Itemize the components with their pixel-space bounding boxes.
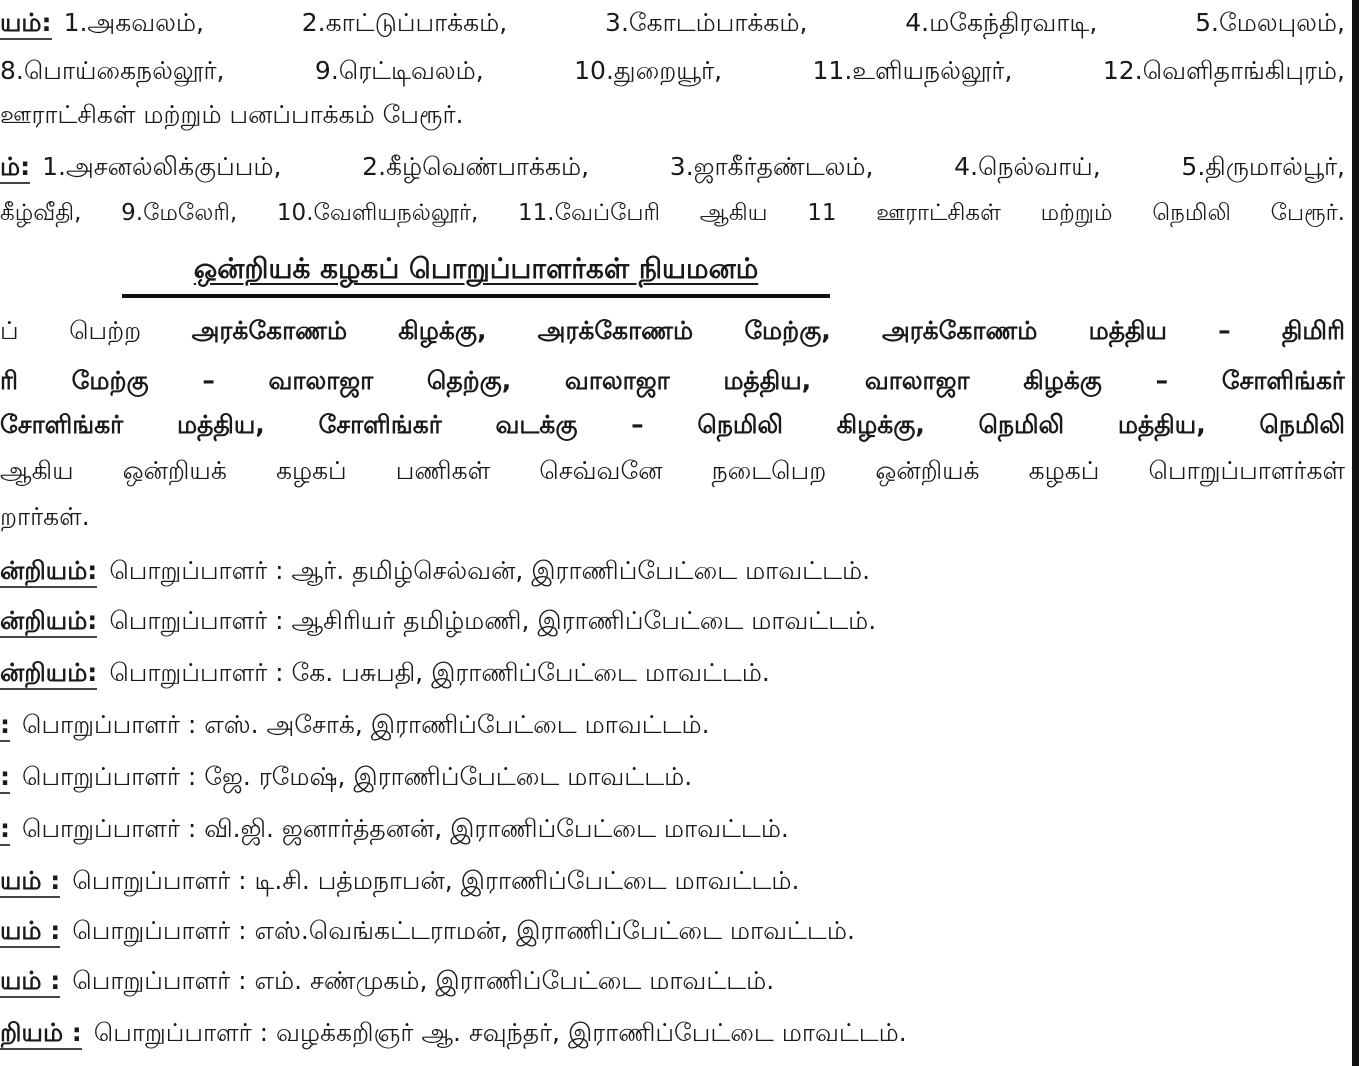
section1-label: யம்:	[0, 8, 52, 40]
appointment-label: :	[0, 762, 10, 794]
paragraph-line3: சோளிங்கர் மத்திய, சோளிங்கர் வடக்கு – நெமிலி கிழக்கு, நெமிலி மத்திய, நெமிலி	[0, 410, 1345, 439]
appointment-row	[0, 862, 1345, 900]
appointment-text: பொறுப்பாளர் : ஆர். தமிழ்செல்வன், இராணிப்பேட்டை மாவட்டம்.	[109, 556, 871, 585]
paragraph-prefix: ப் பெற்ற	[0, 316, 142, 345]
appointment-label: யம் :	[0, 866, 60, 898]
section1-line3: ஊராட்சிகள் மற்றும் பனப்பாக்கம் பேரூர்.	[0, 100, 464, 129]
section1-villages-a: 1.அகவலம், 2.காட்டுப்பாக்கம், 3.கோடம்பாக்கம், 4.மகேந்திரவாடி, 5.மேலபுலம்,	[63, 8, 1345, 37]
appointment-row	[0, 810, 1345, 848]
appointment-text: பொறுப்பாளர் : ஆசிரியர் தமிழ்மணி, இராணிப்பேட்டை மாவட்டம்.	[109, 606, 877, 635]
appointment-label: ன்றியம்:	[0, 606, 97, 638]
appointment-text: பொறுப்பாளர் : எஸ். அசோக், இராணிப்பேட்டை மாவட்டம்.	[22, 710, 710, 739]
appointment-text: பொறுப்பாளர் : எம். சண்முகம், இராணிப்பேட்டை மாவட்டம்.	[72, 966, 775, 995]
appointment-text: பொறுப்பாளர் : கே. பசுபதி, இராணிப்பேட்டை மாவட்டம்.	[109, 658, 770, 687]
appointment-label: ன்றியம்:	[0, 658, 97, 690]
appointment-label: யம் :	[0, 966, 60, 998]
section2-line1	[0, 148, 1345, 186]
section-heading	[122, 246, 830, 298]
appointment-row	[0, 706, 1345, 744]
section1-line2: 8.பொய்கைநல்லூர், 9.ரெட்டிவலம், 10.துறையூர், 11.உளியநல்லூர், 12.வெளிதாங்கிபுரம்,	[0, 56, 1345, 85]
appointment-label: யம் :	[0, 916, 60, 948]
section2-line2: கீழ்வீதி, 9.மேலேரி, 10.வேளியநல்லூர், 11.வேப்பேரி ஆகிய 11 ஊராட்சிகள் மற்றும் நெமிலி பேரூர்.	[0, 200, 1345, 226]
paragraph-line2: ரி மேற்கு – வாலாஜா தெற்கு, வாலாஜா மத்திய, வாலாஜா கிழக்கு – சோளிங்கர்	[0, 366, 1345, 395]
section2-label: ம்:	[0, 152, 30, 184]
appointment-text: பொறுப்பாளர் : வி.ஜி. ஜனார்த்தனன், இராணிப்பேட்டை மாவட்டம்.	[22, 814, 789, 843]
paragraph-line5: றார்கள்.	[0, 502, 90, 531]
appointment-label: றியம் :	[0, 1018, 82, 1050]
heading-text: ஒன்றியக் கழகப் பொறுப்பாளர்கள் நியமனம்	[193, 252, 759, 285]
appointment-text: பொறுப்பாளர் : ஜே. ரமேஷ், இராணிப்பேட்டை மாவட்டம்.	[22, 762, 693, 791]
appointment-row	[0, 912, 1345, 950]
paragraph-line4: ஆகிய ஒன்றியக் கழகப் பணிகள் செவ்வனே நடைபெற ஒன்றியக் கழகப் பொறுப்பாளர்கள்	[0, 456, 1345, 485]
appointment-label: :	[0, 710, 10, 742]
appointment-label: ன்றியம்:	[0, 556, 97, 588]
appointment-row	[0, 654, 1345, 692]
appointment-row	[0, 602, 1345, 640]
appointment-row	[0, 962, 1345, 1000]
column-rule	[1352, 0, 1359, 1066]
appointment-label: :	[0, 814, 10, 846]
appointment-row	[0, 1014, 1345, 1052]
appointment-text: பொறுப்பாளர் : டி.சி. பத்மநாபன், இராணிப்பேட்டை மாவட்டம்.	[72, 866, 800, 895]
appointment-text: பொறுப்பாளர் : எஸ்.வெங்கட்டராமன், இராணிப்பேட்டை மாவட்டம்.	[72, 916, 855, 945]
appointment-row	[0, 552, 1345, 590]
paragraph-line1	[0, 312, 1345, 350]
appointment-text: பொறுப்பாளர் : வழக்கறிஞர் ஆ. சவுந்தர், இராணிப்பேட்டை மாவட்டம்.	[93, 1018, 907, 1047]
section2-villages-a: 1.அசனல்லிக்குப்பம், 2.கீழ்வெண்பாக்கம், 3.ஜாகீர்தண்டலம், 4.நெல்வாய், 5.திருமால்பூர்,	[42, 152, 1345, 181]
section1-line1	[0, 4, 1345, 42]
appointment-row	[0, 758, 1345, 796]
paragraph-bold-1: அரக்கோணம் கிழக்கு, அரக்கோணம் மேற்கு, அரக்கோணம் மத்திய – திமிரி	[191, 316, 1345, 345]
